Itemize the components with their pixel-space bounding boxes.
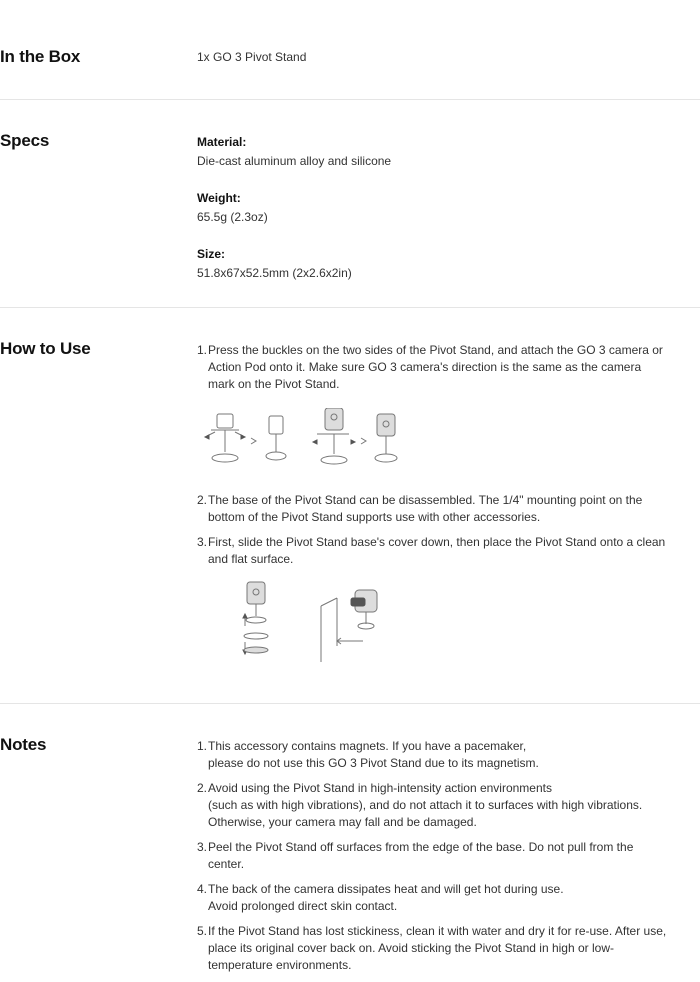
- box-item: 1x GO 3 Pivot Stand: [197, 50, 307, 64]
- note-number: 1.: [197, 739, 208, 753]
- note-number: 5.: [197, 924, 208, 938]
- step-text: Press the buckles on the two sides of the Pivot Stand, and attach the GO 3 camera or Action Pod onto it. Make sure GO 3 camera's direction is the same as the camera mark on the Pivot Stand.: [208, 343, 663, 391]
- attach-camera-diagram: [201, 408, 421, 488]
- specs-heading: Specs: [0, 131, 50, 150]
- how-to-use-steps: [197, 342, 667, 393]
- step-item: [197, 342, 667, 393]
- note-text: If the Pivot Stand has lost stickiness, clean it with water and dry it for re-use. After use, place its original cover back on. Avoid sticking the Pivot Stand in high or low-temperature environments.: [208, 924, 667, 972]
- spec-label: Weight:: [197, 191, 241, 205]
- specs-content: [197, 134, 677, 282]
- step-text: The base of the Pivot Stand can be disassembled. The 1/4" mounting point on the bottom of the Pivot Stand supports use with other accessories.: [208, 493, 643, 524]
- step-number: 1.: [197, 343, 208, 357]
- spec-material: [197, 134, 677, 170]
- in-the-box-heading: In the Box: [0, 47, 81, 66]
- spec-value: 51.8x67x52.5mm (2x2.6x2in): [197, 266, 352, 280]
- note-text: The back of the camera dissipates heat and will get hot during use. Avoid prolonged direct skin contact.: [208, 882, 564, 913]
- note-item: [197, 780, 667, 831]
- step-text: First, slide the Pivot Stand base's cover down, then place the Pivot Stand onto a clean and flat surface.: [208, 535, 666, 566]
- in-the-box-content: [197, 49, 677, 66]
- spec-value: 65.5g (2.3oz): [197, 210, 268, 224]
- note-number: 4.: [197, 882, 208, 896]
- spec-value: Die-cast aluminum alloy and silicone: [197, 154, 392, 168]
- note-number: 2.: [197, 781, 208, 795]
- spec-label: Size:: [197, 247, 226, 261]
- note-text: This accessory contains magnets. If you have a pacemaker, please do not use this GO 3 Pivot Stand due to its magnetism.: [208, 739, 539, 770]
- note-text: Avoid using the Pivot Stand in high-intensity action environments (such as with high vibrations), and do not attach it to surfaces with high vibrations. Otherwise, your camera may fall and be damaged.: [208, 781, 643, 829]
- spec-size: [197, 246, 677, 282]
- note-item: [197, 738, 667, 772]
- step-number: 2.: [197, 493, 208, 507]
- note-text: Peel the Pivot Stand off surfaces from the edge of the base. Do not pull from the center.: [208, 840, 634, 871]
- spec-weight: [197, 190, 677, 226]
- attach-camera-illustration: [197, 400, 667, 492]
- note-number: 3.: [197, 840, 208, 854]
- specs-section: [0, 100, 700, 308]
- step-item: [197, 534, 667, 568]
- notes-list: [197, 738, 667, 974]
- spec-label: Material:: [197, 135, 247, 149]
- notes-content: [197, 738, 667, 982]
- note-item: [197, 923, 667, 974]
- notes-section: [0, 704, 700, 972]
- step-number: 3.: [197, 535, 208, 549]
- how-to-use-content: [197, 342, 667, 676]
- in-the-box-section: [0, 0, 700, 100]
- how-to-use-section: [0, 308, 700, 704]
- mount-surface-illustration: [197, 576, 667, 676]
- how-to-use-heading: How to Use: [0, 339, 91, 358]
- step-item: [197, 492, 667, 526]
- how-to-use-steps-continued: [197, 492, 667, 568]
- note-item: [197, 881, 667, 915]
- note-item: [197, 839, 667, 873]
- notes-heading: Notes: [0, 735, 47, 754]
- mount-surface-diagram: [237, 576, 437, 668]
